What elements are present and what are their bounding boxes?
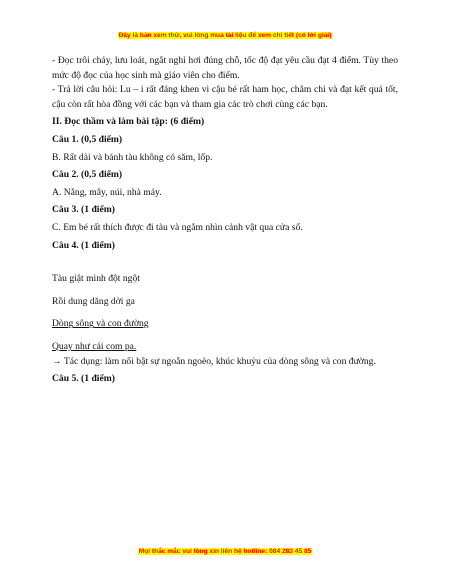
blank-space: [52, 253, 398, 272]
effect-explanation: [52, 355, 398, 370]
preview-notice-banner: [0, 31, 450, 40]
reading-scoring-paragraph: - Đọc trôi chảy, lưu loát, ngắt nghỉ hơi đúng chỗ, tốc độ đạt yêu cầu đạt 4 điểm. Tùy theo mức độ đọc của học sinh mà giáo viên cho điểm.: [52, 55, 398, 81]
answer-scoring-paragraph: - Trả lời câu hỏi: Lu – i rất đáng khen vì cậu bé rất ham học, chăm chỉ và đạt kết quả tốt, cậu còn rất hòa đồng với các bạn và tham gia các trò chơi cùng các bạn.: [52, 84, 398, 110]
preview-notice-text: Đây là bản xem thử, vui lòng mua tài liệu để xem chi tiết (có lời giải): [118, 32, 332, 39]
hotline-banner: [0, 547, 450, 556]
question-2-heading: Câu 2. (0,5 điểm): [52, 169, 123, 181]
question-5-heading: Câu 5. (1 điểm): [52, 373, 115, 385]
hotline-text: Mọi thắc mắc vui lòng xin liên hệ hotline: 084 283 45 85: [138, 548, 312, 555]
document-body: [52, 54, 398, 387]
section-heading: II. Đọc thầm và làm bài tập: (6 điểm): [52, 116, 205, 128]
arrow-icon: →: [52, 355, 62, 367]
poem-line-underlined: Dòng sông và con đường: [52, 318, 149, 330]
question-3-heading: Câu 3. (1 điểm): [52, 204, 115, 216]
poem-line-underlined: Quay như cái com pa.: [52, 340, 137, 352]
question-1-answer: B. Rất dài và bánh tàu không có săm, lốp.: [52, 151, 213, 163]
question-3-answer: C. Em bé rất thích được đi tàu và ngắm nhìn cảnh vật qua cửa sổ.: [52, 221, 303, 233]
question-1-heading: Câu 1. (0,5 điểm): [52, 133, 123, 145]
poem-line: Tàu giật mình đột ngột: [52, 273, 140, 285]
question-2-answer: A. Nắng, mây, núi, nhà máy.: [52, 186, 162, 198]
effect-text: Tác dụng: làm nổi bật sự ngoằn ngoèo, khúc khuỷu của dòng sông và con đường.: [63, 355, 376, 367]
poem-line: Rồi dung dăng dời ga: [52, 295, 135, 307]
question-4-heading: Câu 4. (1 điểm): [52, 239, 115, 251]
